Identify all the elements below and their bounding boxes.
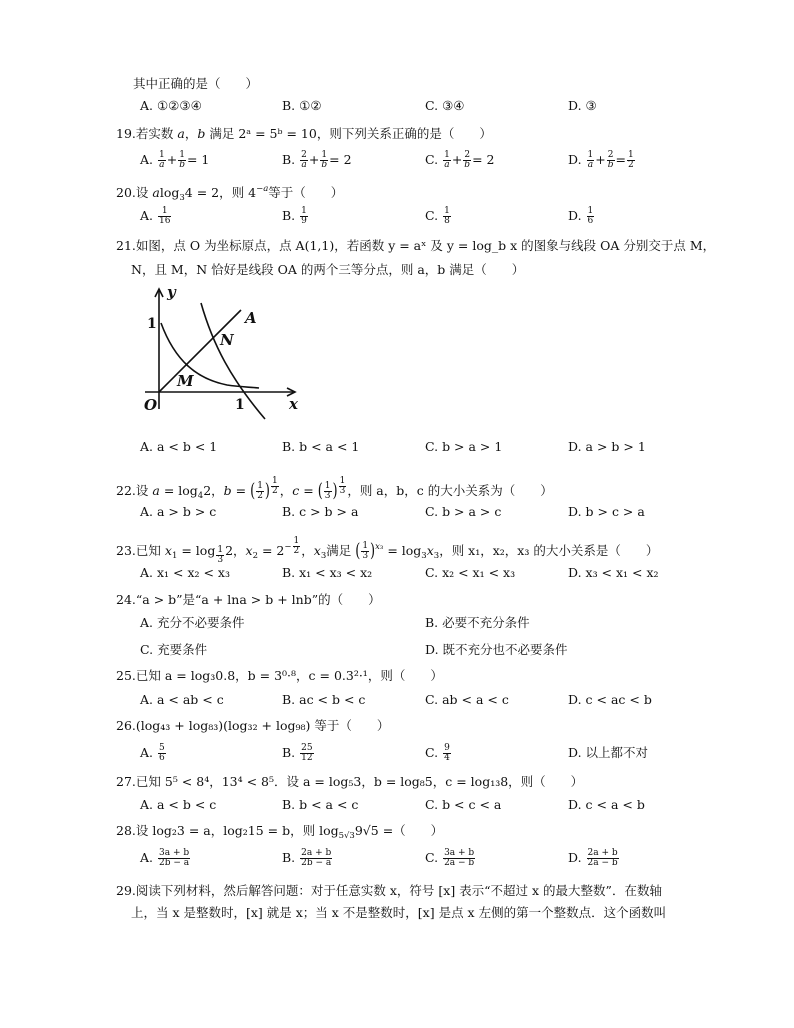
q18-stem: 其中正确的是（ ） <box>133 76 259 91</box>
q21-line-1: 21.如图，点 O 为坐标原点，点 A(1,1)，若函数 y = aˣ 及 y = log_b x 的图象与线段 OA 分别交于点 M， <box>116 238 716 253</box>
q22-option-a: A. a > b > c <box>140 504 217 519</box>
point-A-label: A <box>245 309 257 327</box>
q23-stem: 23.已知 $x_1 = \log$ $_{\frac{1}{3}}$ 2，$x_2 = 2^{- \frac{1}{2}}$ ，$x_3$满足 ( $\frac{1}{3}$ )$^{x_3} = \log_3x_3$，则 x₁，x₂，x₃ 的大小关系是（ ） <box>116 536 659 565</box>
q27-option-b: B. b < a < c <box>282 797 359 812</box>
q25-option-a: A. a < ab < c <box>140 692 224 707</box>
q19-text-2: 满足 <box>209 126 235 141</box>
q26-option-b: B. $\frac{25}{12}$ <box>282 743 313 763</box>
exp-curve <box>161 323 259 388</box>
q27-option-c: C. b < c < a <box>425 797 502 812</box>
q25-option-d: D. c < ac < b <box>568 692 652 707</box>
q26-stem: 26.(log₄₃ + log₈₃)(log₃₂ + log₉₈) 等于（ ） <box>116 718 390 733</box>
origin-label: O <box>144 396 158 414</box>
q23-option-a: A. x₁ < x₂ < x₃ <box>140 565 230 580</box>
q19-option-c: C. $\frac{1}{a}$ + $\frac{2}{b}$ = 2 <box>425 150 495 170</box>
q21-option-b: B. b < a < 1 <box>282 439 360 454</box>
q24-stem: 24.“a > b”是“a + lna > b + lnb”的（ ） <box>116 592 381 607</box>
q20-option-b: B. $\frac{1}{9}$ <box>282 206 307 226</box>
q23-option-b: B. x₁ < x₃ < x₂ <box>282 565 373 580</box>
q22-option-c: C. b > a > c <box>425 504 502 519</box>
q19-condition: 2ᵃ = 5ᵇ = 10 <box>238 126 317 141</box>
q24-option-d: D. 既不充分也不必要条件 <box>425 642 568 657</box>
x-tick-1: 1 <box>235 397 245 413</box>
q22-option-d: D. b > c > a <box>568 504 645 519</box>
x-label: x <box>289 395 298 413</box>
q18-option-d: D. ③ <box>568 98 597 113</box>
q28-option-a: A. $\frac{3a + b}{2b - a}$ <box>140 848 190 868</box>
q23-option-c: C. x₂ < x₁ < x₃ <box>425 565 516 580</box>
point-M-label: M <box>177 372 194 390</box>
q28-stem: 28.设 log₂3 = a，log₂15 = b，则 $\log_{5√3}9√5$ =（ ） <box>116 823 444 841</box>
q18-option-c: C. ③④ <box>425 98 465 113</box>
q22-stem: 22.设 $a = \log_42$，b = ( $\frac{1}{2}$ ) $^{\frac{1}{2}}$ ，c = ( $\frac{1}{3}$ ) $^{\frac{1}{3}}$ ，则 a，b，c 的大小关系为（ ） <box>116 476 553 503</box>
q21-option-d: D. a > b > 1 <box>568 439 646 454</box>
q27-option-d: D. c < a < b <box>568 797 645 812</box>
q28-option-b: B. $\frac{2a + b}{2b - a}$ <box>282 848 332 868</box>
q24-option-b: B. 必要不充分条件 <box>425 615 530 630</box>
q25-option-c: C. ab < a < c <box>425 692 509 707</box>
q29-line-2: 上，当 x 是整数时，[x] 就是 x；当 x 不是整数时，[x] 是点 x 左侧的第一个整数点．这个函数叫 <box>131 905 667 920</box>
q25-stem: 25.已知 a = log₃0.8，b = 3⁰·⁸，c = 0.3²·¹，则（ ） <box>116 668 443 683</box>
q20-stem: 20.设 alog$_3$4 = 2，则 $4^{-a}$等于（ ） <box>116 184 344 203</box>
q19-stem: 19.若实数 a，b 满足 2ᵃ = 5ᵇ = 10，则下列关系正确的是（ ） <box>116 126 492 141</box>
q20-option-c: C. $\frac{1}{8}$ <box>425 206 450 226</box>
segment-OA <box>159 310 241 392</box>
q24-option-a: A. 充分不必要条件 <box>140 615 245 630</box>
q21-option-a: A. a < b < 1 <box>140 439 218 454</box>
q28-option-c: C. $\frac{3a + b}{2a - b}$ <box>425 848 475 868</box>
q21-graph <box>135 283 310 423</box>
q26-option-c: C. $\frac{9}{4}$ <box>425 743 450 763</box>
q21-line-2: N，且 M，N 恰好是线段 OA 的两个三等分点，则 a，b 满足（ ） <box>131 262 525 277</box>
y-tick-1: 1 <box>147 316 157 332</box>
y-label: y <box>167 283 176 301</box>
q26-option-a: A. $\frac{5}{6}$ <box>140 743 165 763</box>
q20-option-d: D. $\frac{1}{6}$ <box>568 206 594 226</box>
q19-text-3: ，则下列关系正确的是（ ） <box>316 126 492 141</box>
q19-option-a: A. $\frac{1}{a}$ + $\frac{1}{b}$ = 1 <box>140 150 210 170</box>
point-N-label: N <box>220 331 234 349</box>
q29-line-1: 29.阅读下列材料，然后解答问题：对于任意实数 x，符号 [x] 表示“不超过 x 的最大整数”．在数轴 <box>116 883 662 898</box>
q28-option-d: D. $\frac{2a + b}{2a - b}$ <box>568 848 618 868</box>
q19-number: 19. <box>116 126 136 141</box>
q27-option-a: A. a < b < c <box>140 797 217 812</box>
q23-option-d: D. x₃ < x₁ < x₂ <box>568 565 659 580</box>
q19-option-d: D. $\frac{1}{a}$ + $\frac{2}{b}$ = $\frac{1}{2}$ <box>568 150 634 170</box>
q20-option-a: A. $\frac{1}{16}$ <box>140 206 171 226</box>
q22-option-b: B. c > b > a <box>282 504 359 519</box>
q19-option-b: B. $\frac{2}{a}$ + $\frac{1}{b}$ = 2 <box>282 150 352 170</box>
q24-option-c: C. 充要条件 <box>140 642 208 657</box>
q26-option-d: D. 以上都不对 <box>568 745 649 760</box>
q25-option-b: B. ac < b < c <box>282 692 366 707</box>
q21-option-c: C. b > a > 1 <box>425 439 503 454</box>
q18-option-b: B. ①② <box>282 98 322 113</box>
q18-option-a: A. ①②③④ <box>140 98 202 113</box>
q27-stem: 27.已知 5⁵ < 8⁴，13⁴ < 8⁵．设 a = log₅3，b = log₈5，c = log₁₃8，则（ ） <box>116 774 584 789</box>
q19-text-1: 若实数 <box>135 126 174 141</box>
